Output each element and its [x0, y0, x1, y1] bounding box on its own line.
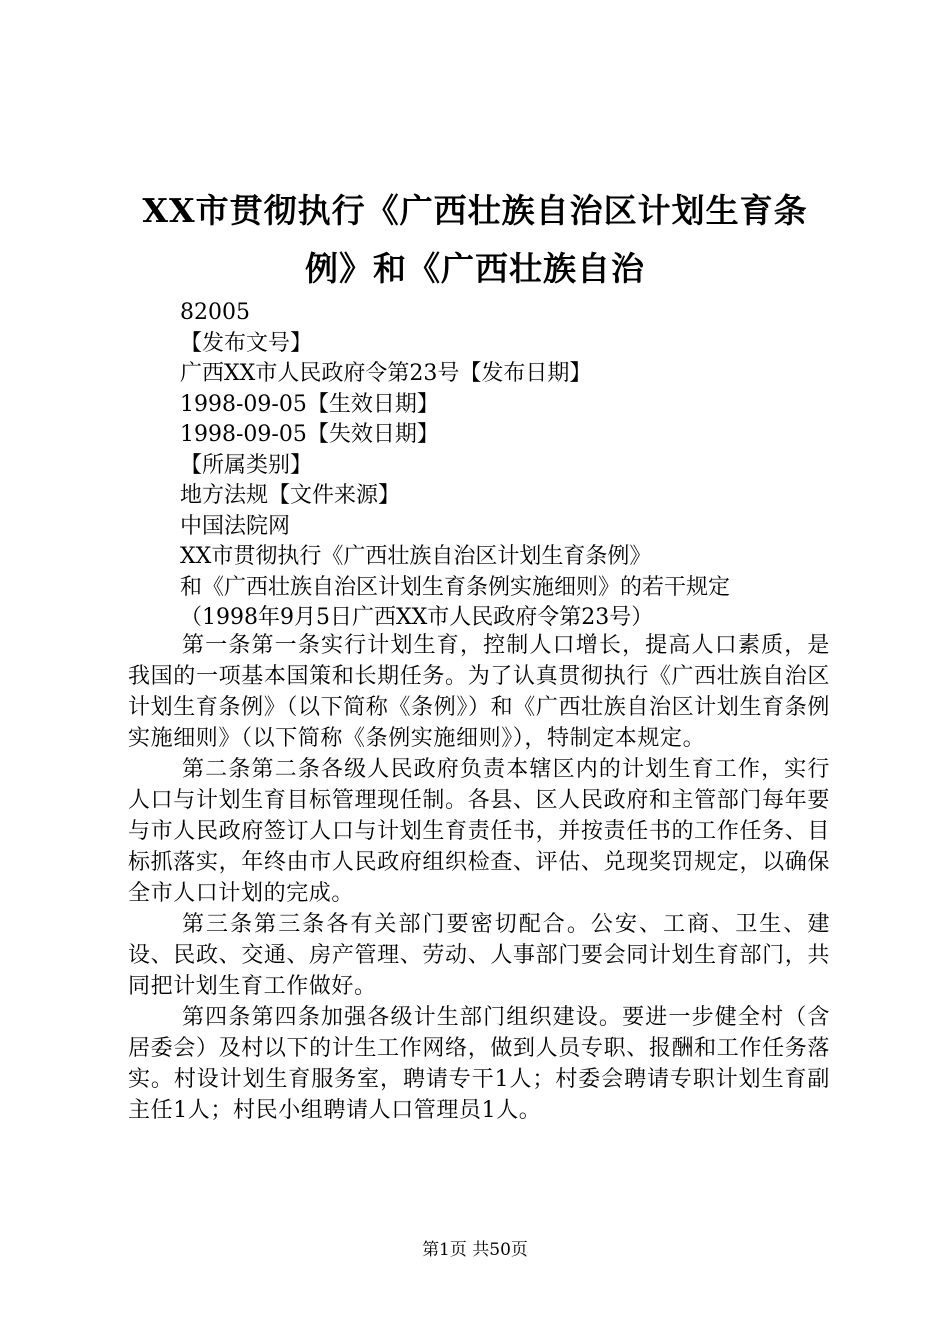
- meta-line: 1998-09-05【生效日期】: [180, 391, 439, 417]
- article-paragraph: 第四条第四条加强各级计生部门组织建设。要进一步健全村（含居委会）及村以下的计生工作网络，做到人员专职、报酬和工作任务落实。村设计划生育服务室，聘请专干1人；村委会聘请专职计划生育副主任1人；村民小组聘请人口管理员1人。: [128, 1005, 830, 1123]
- article-paragraph: 第二条第二条各级人民政府负责本辖区内的计划生育工作，实行人口与计划生育目标管理现任制。各县、区人民政府和主管部门每年要与市人民政府签订人口与计划生育责任书，并按责任书的工作任务、目标抓落实，年终由市人民政府组织检查、评估、兑现奖罚规定，以确保全市人口计划的完成。: [128, 757, 830, 906]
- meta-line: 广西XX市人民政府令第23号【发布日期】: [180, 361, 592, 386]
- meta-line: 和《广西壮族自治区计划生育条例实施细则》的若干规定: [180, 574, 731, 600]
- meta-line: 【所属类别】: [180, 452, 313, 478]
- meta-line: 中国法院网: [180, 513, 291, 539]
- meta-line: 地方法规【文件来源】: [180, 483, 401, 508]
- meta-line: XX市贯彻执行《广西壮族自治区计划生育条例》: [180, 544, 652, 569]
- page-footer: 第1页 共50页: [422, 1240, 528, 1260]
- meta-line: （1998年9月5日广西XX市人民政府令第23号）: [180, 605, 654, 630]
- meta-line: 1998-09-05【失效日期】: [180, 422, 439, 447]
- meta-line: 82005: [180, 300, 250, 325]
- document-body: [128, 630, 830, 1126]
- article-paragraph: 第一条第一条实行计划生育，控制人口增长，提高人口素质，是我国的一项基本国策和长期任务。为了认真贯彻执行《广西壮族自治区计划生育条例》（以下简称《条例》）和《广西壮族自治区计划生育条例实施细则》（以下简称《条例实施细则》），特制定本规定。: [128, 633, 830, 751]
- document-meta: [180, 298, 840, 634]
- document-title: XX市贯彻执行《广西壮族自治区计划生育条例》和《广西壮族自治: [142, 191, 808, 288]
- meta-line: 【发布文号】: [180, 330, 313, 356]
- article-paragraph: 第三条第三条各有关部门要密切配合。公安、工商、卫生、建设、民政、交通、房产管理、劳动、人事部门要会同计划生育部门，共同把计划生育工作做好。: [128, 912, 830, 999]
